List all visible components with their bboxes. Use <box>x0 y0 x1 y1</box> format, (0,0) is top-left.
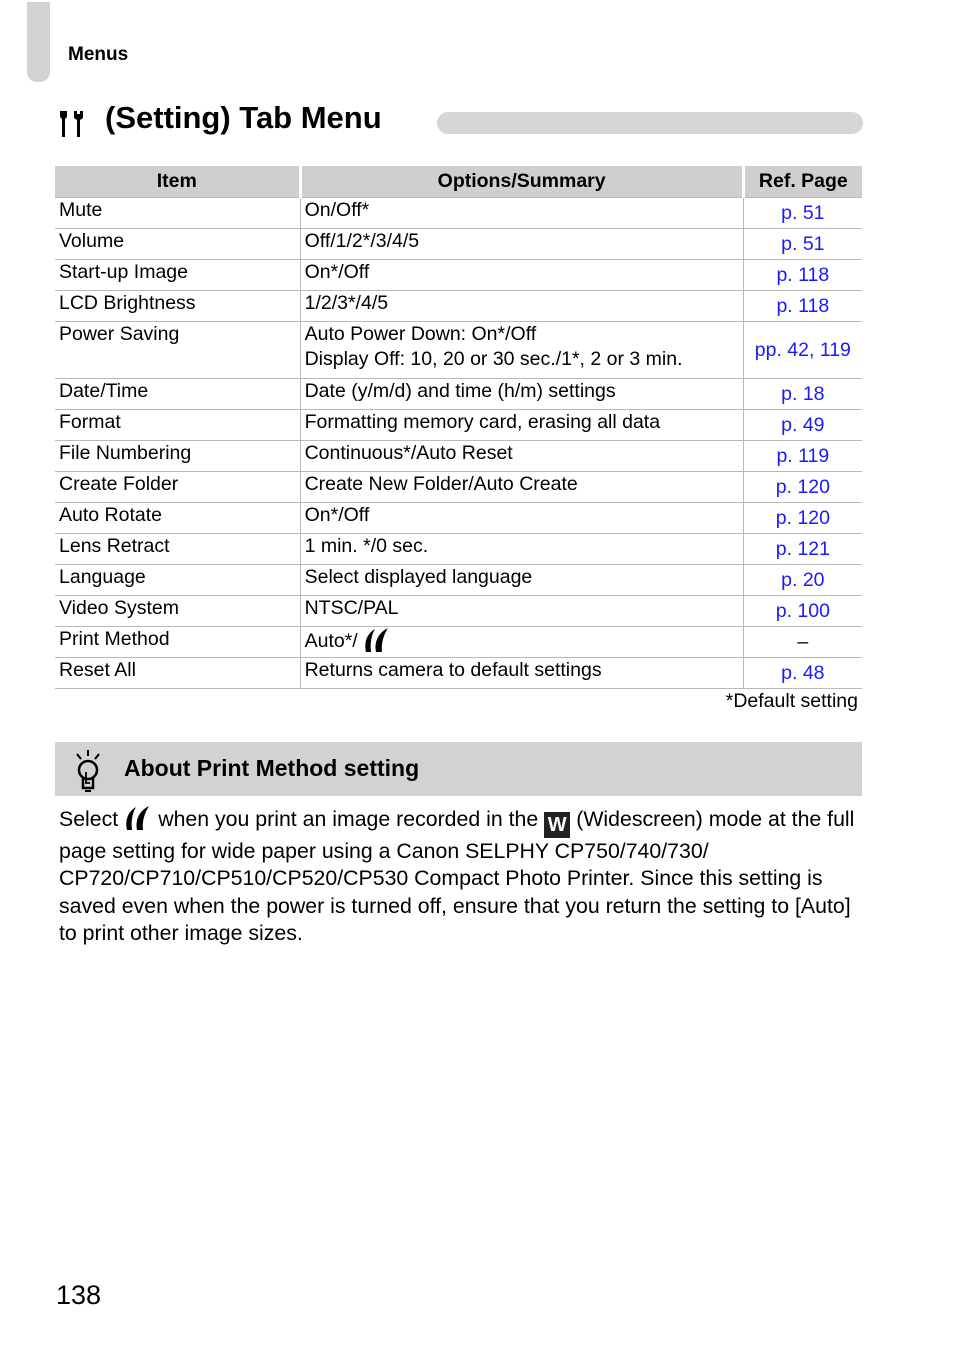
options-cell: 1/2/3*/4/5 <box>300 291 743 322</box>
ref-page-cell: – <box>743 627 862 658</box>
wide-paper-icon <box>363 627 391 653</box>
options-cell: Formatting memory card, erasing all data <box>300 410 743 441</box>
hint-text-part-3: (Widescreen) mode at the full page setting for wide paper using a Canon SELPHY CP750/740/730/ CP720/CP710/CP510/CP520/CP530 Compact Photo Printer. Since this setting is saved even when the power is turned off, ensure that you return the setting to [Auto] to print other image sizes. <box>59 807 855 945</box>
item-cell: Power Saving <box>55 322 300 379</box>
ref-page-link[interactable]: p. 119 <box>743 441 862 472</box>
page-title-row <box>58 100 863 140</box>
column-header-options: Options/Summary <box>300 166 743 198</box>
setting-tools-icon <box>58 109 90 139</box>
lightbulb-icon <box>73 750 103 792</box>
ref-page-link[interactable]: p. 51 <box>743 229 862 260</box>
item-cell: Reset All <box>55 658 300 689</box>
table-row <box>55 534 862 565</box>
ref-page-link[interactable]: p. 18 <box>743 379 862 410</box>
options-cell: Off/1/2*/3/4/5 <box>300 229 743 260</box>
item-cell: Start-up Image <box>55 260 300 291</box>
options-cell: Create New Folder/Auto Create <box>300 472 743 503</box>
table-row <box>55 596 862 627</box>
page-number: 138 <box>56 1280 102 1310</box>
ref-page-link[interactable]: p. 49 <box>743 410 862 441</box>
options-cell: NTSC/PAL <box>300 596 743 627</box>
setting-menu-table <box>55 166 862 689</box>
ref-page-link[interactable]: p. 100 <box>743 596 862 627</box>
options-line-2: Display Off: 10, 20 or 30 sec./1*, 2 or 3 min. <box>304 348 683 370</box>
options-cell: 1 min. */0 sec. <box>300 534 743 565</box>
hint-title: About Print Method setting <box>124 755 420 781</box>
options-cell: On*/Off <box>300 503 743 534</box>
title-decoration-bar <box>437 112 863 134</box>
table-row <box>55 627 862 658</box>
item-cell: Date/Time <box>55 379 300 410</box>
ref-page-link[interactable]: p. 118 <box>743 291 862 322</box>
item-cell: Print Method <box>55 627 300 658</box>
options-cell <box>300 627 743 658</box>
table-row <box>55 441 862 472</box>
ref-page-link[interactable]: p. 118 <box>743 260 862 291</box>
table-row <box>55 379 862 410</box>
ref-page-link[interactable]: p. 20 <box>743 565 862 596</box>
item-cell: File Numbering <box>55 441 300 472</box>
item-cell: Language <box>55 565 300 596</box>
options-cell: On*/Off <box>300 260 743 291</box>
item-cell: Auto Rotate <box>55 503 300 534</box>
side-tab-marker <box>27 2 50 82</box>
table-row <box>55 291 862 322</box>
table-row <box>55 410 862 441</box>
ref-page-link[interactable]: p. 121 <box>743 534 862 565</box>
options-cell: Returns camera to default settings <box>300 658 743 689</box>
ref-page-link[interactable]: p. 48 <box>743 658 862 689</box>
table-row <box>55 198 862 229</box>
table-row <box>55 472 862 503</box>
item-cell: Video System <box>55 596 300 627</box>
hint-body <box>59 805 869 947</box>
options-cell: On/Off* <box>300 198 743 229</box>
options-cell: Select displayed language <box>300 565 743 596</box>
table-header-row <box>55 166 862 198</box>
section-label: Menus <box>68 44 129 65</box>
options-cell: Date (y/m/d) and time (h/m) settings <box>300 379 743 410</box>
page-title: (Setting) Tab Menu <box>105 100 382 135</box>
options-cell: Continuous*/Auto Reset <box>300 441 743 472</box>
table-row <box>55 322 862 379</box>
table-row <box>55 229 862 260</box>
table-row <box>55 503 862 534</box>
item-cell: Create Folder <box>55 472 300 503</box>
ref-page-link[interactable]: p. 51 <box>743 198 862 229</box>
default-setting-note: *Default setting <box>725 690 858 712</box>
ref-page-link[interactable]: p. 120 <box>743 503 862 534</box>
ref-page-link[interactable]: pp. 42, 119 <box>743 322 862 379</box>
item-cell: Volume <box>55 229 300 260</box>
item-cell: Mute <box>55 198 300 229</box>
table-row <box>55 260 862 291</box>
widescreen-mode-icon: W <box>544 812 570 838</box>
options-text: Auto*/ <box>304 630 358 652</box>
wide-paper-icon <box>124 805 152 831</box>
table-row <box>55 565 862 596</box>
ref-page-link[interactable]: p. 120 <box>743 472 862 503</box>
item-cell: Lens Retract <box>55 534 300 565</box>
hint-header-box <box>55 742 862 796</box>
column-header-item: Item <box>55 166 300 198</box>
hint-text-part-2: when you print an image recorded in the <box>158 807 539 831</box>
hint-text-part-1: Select <box>59 807 119 831</box>
table-row <box>55 658 862 689</box>
item-cell: LCD Brightness <box>55 291 300 322</box>
column-header-ref: Ref. Page <box>743 166 862 198</box>
options-cell <box>300 322 743 379</box>
options-line-1: Auto Power Down: On*/Off <box>304 323 537 345</box>
item-cell: Format <box>55 410 300 441</box>
